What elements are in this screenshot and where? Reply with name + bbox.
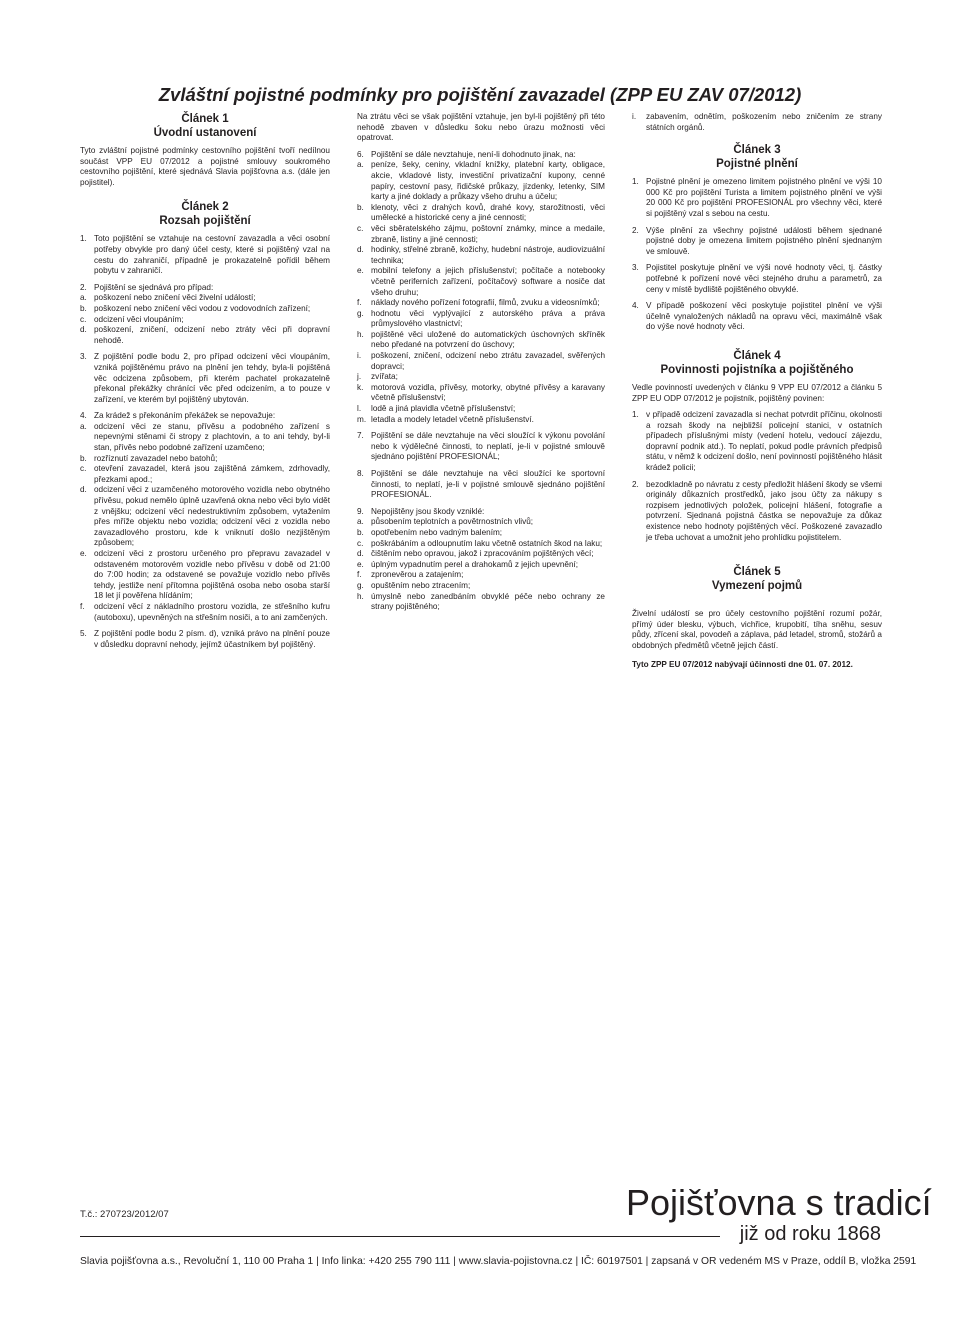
article-1-title: Úvodní ustanovení [153, 127, 257, 139]
article-1-number: Článek 1 [181, 113, 229, 125]
article-3-clause-3: 3. Pojistitel poskytuje plnění ve výši nové hodnoty věci, tj. částky potřebné k pořízení nové věci stejného druhu a parametrů, za ceny v místě bydliště pojištěného obvyklé. [632, 263, 882, 294]
list-item: b. poškození nebo zničení věci vodou z vodovodních zařízení; [80, 303, 311, 313]
column-2 [357, 112, 605, 613]
clause-8: 8. Pojištění se dále nevztahuje na věci sloužící ke sportovní činnosti, to neplatí, je-li v pojistné smlouvě sjednáno pojištění PROFESIONÁL. [357, 469, 605, 500]
article-3-clause-4: 4. V případě poškození věci poskytuje pojistitel plnění ve výši účelně vynaložených nákladů na opravu věci, maximálně však do výše nové hodnoty věci. [632, 301, 882, 332]
list-item: b. rozříznutí zavazadel nebo batohů; [80, 453, 218, 463]
article-4-number: Článek 4 [733, 349, 781, 362]
list-item: m. letadla a modely letadel včetně příslušenství. [357, 414, 534, 424]
list-item: b. opotřebením nebo vadným balením; [357, 527, 503, 537]
list-item: f. náklady nového pořízení fotografií, filmů, zvuku a videosnímků; [357, 298, 600, 308]
column-1 [80, 112, 330, 650]
list-item: j. zvířata; [357, 372, 398, 382]
article-5-number: Článek 5 [733, 566, 781, 579]
list-item: f. odcizení věcí z nákladního prostoru vozidla, ze střešního kufru (autoboxu), upevněných na střešním nosiči, a to ani zamčených. [80, 601, 330, 622]
list-item: a. poškození nebo zničení věci živelní událostí; [80, 293, 256, 303]
effective-date: Tyto ZPP EU 07/2012 nabývají účinnosti dne 01. 07. 2012. [632, 659, 853, 669]
list-item: d. poškození, zničení, odcizení nebo ztráty věci při dopravní nehodě. [80, 325, 330, 345]
article-2-title: Rozsah pojištění [159, 215, 251, 228]
article-5-text: Živelní událostí se pro účely cestovního pojištění rozumí požár, přímý úder blesku, výbuch, vichřice, krupobití, tíha sněhu, sesuv půdy, zřícení skal, povodeň a záplava, pád letadel, stromů, stožárů a obdobných předmětů včetně jejich částí. [632, 609, 882, 650]
list-item: a. peníze, šeky, ceniny, vkladní knížky, platební karty, obligace, akcie, vkladové listy, investiční privatizační kupony, cenné papíry, cestovní pasy, řidičské průkazy, jízdenky, letenky, SIM karty a jiné doklady a průkazy všeho druhu a účelu; [357, 160, 605, 202]
list-item: a. odcizení věci ze stanu, přívěsu a podobného zařízení s nepevnými stěnami či stropy z plachtovin, a to ani tehdy, byl-li stan, přívěs nebo podobné zařízení uzamčeno; [80, 421, 330, 453]
list-item: d. odcizení věci z uzamčeného motorového vozidla nebo obytného přívěsu, pokud nemělo úplně uzavřená okna nebo věci bylo vidět z vnějšku; odcizení věcí nedestruktivním způsobem, vytažením přes mříže objektu nebo vozidla; odcizení věci z vozidla nebo zavazadlového prostoru, kde k vniknutí došlo nezjištěným způsobem; [80, 485, 330, 548]
article-4-intro: Vedle povinností uvedených v článku 9 VPP EU 07/2012 a článku 5 ZPP EU ODP 07/2012 je pojistník, pojištěný povinen: [632, 382, 882, 403]
list-item: c. poškrábáním a odloupnutím laku včetně ostatních škod na laku; [357, 538, 603, 548]
list-item: c. odcizení věci vloupáním; [80, 314, 184, 324]
brand-divider [80, 1236, 720, 1237]
clause-4: 4. Za krádež s překonáním překážek se nepovažuje: [80, 411, 276, 421]
list-item: c. věci sběratelského zájmu, poštovní známky, mince a medaile, zbraně, listiny a jiné cennosti; [357, 223, 605, 244]
article-5-title: Vymezení pojmů [711, 580, 803, 593]
list-item: g. opuštěním nebo ztracením; [357, 580, 471, 590]
clause-5-continuation: Na ztrátu věci se však pojištění vztahuje, jen byl-li pojištěný při této nehodě zbaven v důsledku šoku nebo úrazu možnosti věci opatrovat. [357, 112, 605, 143]
article-3-clause-1: 1. Pojistné plnění je omezeno limitem pojistného plnění ve výši 10 000 Kč pro pojištění Turista a limitem pojistného plnění ve výši 20 000 Kč pro pojištění PROFESIONÁL pro všechny věci, které si pojištěný vzal s sebou na cestu. [632, 177, 882, 218]
article-4-title: Povinnosti pojistníka a pojištěného [660, 363, 854, 376]
brand-since: již od roku 1868 [739, 1223, 881, 1245]
clause-5: 5. Z pojištění podle bodu 2 písm. d), vzniká právo na plnění pouze v důsledku dopravní nehody, jejímž účastníkem byl pojištěný. [80, 629, 330, 649]
list-item: d. hodinky, střelné zbraně, kožichy, hudební nástroje, audiovizuální technika; [357, 245, 605, 265]
clause-7: 7. Pojištění se dále nevztahuje na věci sloužící k výkonu povolání nebo k výdělečné činnosti, to neplatí, je-li v pojistné smlouvě sjednáno pojištění PROFESIONÁL; [357, 431, 605, 462]
list-item: g. hodnotu věci vyplývající z autorského práva a práva průmyslového vlastnictví; [357, 308, 605, 329]
company-address: Slavia pojišťovna a.s., Revoluční 1, 110 00 Praha 1 | Info linka: +420 255 790 111 | www.slavia-pojistovna.cz | IČ: 60197501 | zapsaná v OR vedeném MS v Praze, oddíl B, vložka 2591 [80, 1256, 917, 1267]
article-3-clause-2: 2. Výše plnění za všechny pojistné události během sjednané pojistné doby je omezena limitem pojistného plnění sjednaným ve smlouvě. [632, 225, 882, 256]
list-item: d. čištěním nebo opravou, jakož i zpracováním pojištěných věcí; [357, 549, 594, 559]
list-item: h. úmyslně nebo zanedbáním obvyklé péče nebo ochrany ze strany pojištěného; [357, 591, 605, 612]
clause-9: 9. Nepojištěny jsou škody vzniklé: [357, 506, 485, 516]
column-3 [632, 112, 882, 675]
list-item: i. poškození, zničení, odcizení nebo ztrátu zavazadel, svěřených dopravci; [357, 351, 605, 371]
article-3-number: Článek 3 [733, 144, 781, 157]
article-3-title: Pojistné plnění [716, 158, 798, 171]
clause-2: 2. Pojištění se sjednává pro případ: [80, 282, 214, 292]
clause-1: 1. Toto pojištění se vztahuje na cestovní zavazadla a věci osobní potřeby obvykle pro daný účel cesty, které si pojištěný vzal na cestu do zahraničí, případně je prokazatelně pořídil během pobytu v zahraničí. [80, 234, 330, 276]
article-4-clause-2: 2. bezodkladně po návratu z cesty předložit hlášení škody se všemi originály důkazních prostředků, jako jsou účty za nákupy s rozpisem jednotlivých položek, policejní hlášení, fotografie a potvrzení. Sjednaná pojistná částka se nepovažuje za důkaz existence nebo hodnoty pojištěných věcí. Poškozené zavazadlo je třeba uchovat a umožnit jeho prohlídku pojistitelem. [632, 479, 882, 542]
list-item: h. pojištěné věci uložené do automatických úschovných skříněk nebo předané na potvrzení do úschovy; [357, 329, 605, 350]
list-item: i. zabavením, odnětím, poškozením nebo zničením ze strany státních orgánů. [632, 112, 882, 132]
list-item: f. zpronevěrou a zatajením; [357, 570, 464, 580]
article-4-clause-1: 1. v případě odcizení zavazadla si nechat potvrdit příčinu, okolnosti a rozsah škody na nejbližší policejní stanici, v ostatních případech příslušnými místy (vedení hotelu, vedoucí zájezdu, dopravní podnik atd.). To neplatí, pokud podle právních předpisů státu, v němž k odcizení došlo, není povinností pojištěného hlásit krádež policii; [632, 410, 882, 473]
clause-6: 6. Pojištění se dále nevztahuje, není-li dohodnuto jinak, na: [357, 149, 576, 159]
list-item: l. lodě a jiná plavidla včetně příslušenství; [357, 404, 516, 414]
list-item: k. motorová vozidla, přívěsy, motorky, obytné přívěsy a karavany včetně příslušenství; [357, 382, 605, 403]
list-item: e. odcizení věci z prostoru určeného pro přepravu zavazadel v odstaveném motorovém vozidle nebo přívěsu v době od 21:00 do 7:00 hodin; za odstavené se považuje vozidlo nebo přívěs tehdy, jestliže není přítomna pojištěná osoba nebo osoba starší 18 let jí pověřena hlídáním; [80, 549, 330, 601]
list-item: c. otevření zavazadel, která jsou zajištěná zámkem, zdrhovadly, přezkami apod.; [80, 464, 330, 484]
article-1-text: Tyto zvláštní pojistné podmínky cestovního pojištění tvoří nedílnou součást VPP EU 07/2012 a pojistné smlouvy soukromého cestovního pojištění, které sjednává Slavia pojišťovna a.s. (dále jen pojistitel). [80, 146, 330, 187]
clause-3: 3. Z pojištění podle bodu 2, pro případ odcizení věci vloupáním, vzniká pojištěnému právo na plnění jen tehdy, byla-li pojištěná věc odcizena způsobem, při kterém pachatel prokazatelně překonal překážky chránící věc před odcizením, a to pouze v zařízení, ve kterém byl pojištěný ubytován. [80, 352, 330, 404]
list-item: e. mobilní telefony a jejich příslušenství; počítače a notebooky včetně periferních zařízení, počítačový software a nosiče dat všeho druhu; [357, 266, 605, 297]
list-item: e. úplným vypadnutím perel a drahokamů z jejich upevnění; [357, 559, 579, 569]
reference-number: T.č.: 270723/2012/07 [80, 1209, 169, 1220]
brand-slogan: Pojišťovna s tradicí [626, 1182, 932, 1223]
list-item: b. klenoty, věci z drahých kovů, drahé kovy, starožitnosti, věci umělecké a historické ceny a jiné cennosti; [357, 202, 605, 223]
list-item: a. působením teplotních a povětrnostních vlivů; [357, 517, 534, 527]
document-title: Zvláštní pojistné podmínky pro pojištění zavazadel (ZPP EU ZAV 07/2012) [158, 84, 802, 105]
article-2-number: Článek 2 [181, 201, 229, 214]
